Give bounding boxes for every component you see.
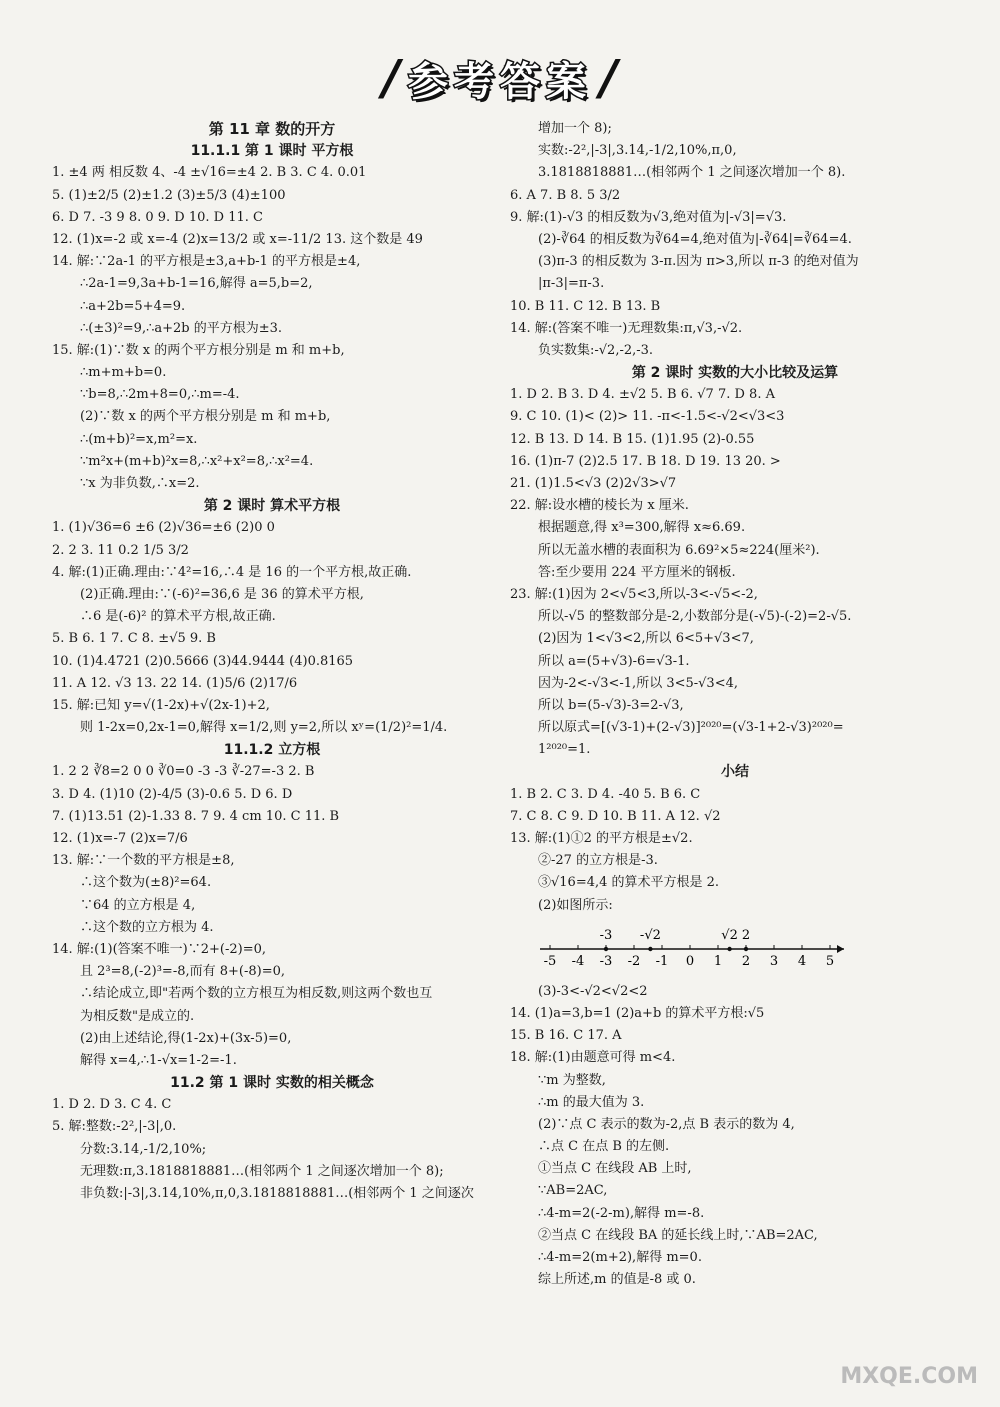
answer-line: 10. (1)4.4721 (2)0.5666 (3)44.9444 (4)0.8165 [52, 653, 354, 669]
section-heading: 11.2 第 1 课时 实数的相关概念 [170, 1075, 374, 1092]
answer-line: 13. 解:∵一个数的平方根是±8, [52, 853, 235, 869]
answer-line: 因为-2<-√3<-1,所以 3<5-√3<4, [538, 675, 739, 691]
answer-line: 无理数:π,3.1818818881…(相邻两个 1 之间逐次增加一个 8); [80, 1163, 444, 1179]
answer-line: 1. D 2. D 3. C 4. C [52, 1097, 172, 1113]
page-title [0, 48, 1000, 108]
answer-line: 所以-√5 的整数部分是-2,小数部分是(-√5)-(-2)=2-√5. [538, 609, 852, 625]
answer-line: 分数:3.14,-1/2,10%; [80, 1141, 207, 1157]
answer-line: 7. C 8. C 9. D 10. B 11. A 12. √2 [510, 808, 721, 824]
answer-line: ∴点 C 在点 B 的左侧. [538, 1139, 670, 1155]
answer-line: (2)-∛64 的相反数为∛64=4,绝对值为|-∛64|=∛64=4. [538, 231, 852, 247]
answer-line: 12. (1)x=-2 或 x=-4 (2)x=13/2 或 x=-11/2 13. 这个数是 49 [52, 231, 423, 247]
answer-line: ∵b=8,∴2m+8=0,∴m=-4. [80, 387, 240, 403]
answer-line: 答:至少要用 224 平方厘米的钢板. [538, 564, 736, 580]
answer-line: 15. B 16. C 17. A [510, 1028, 622, 1044]
answer-line: ∴4-m=2(-2-m),解得 m=-8. [538, 1205, 705, 1221]
section-heading: 11.1.2 立方根 [223, 742, 321, 759]
answer-line: ∴这个数的立方根为 4. [80, 919, 214, 935]
answer-line: (3)π-3 的相反数为 3-π.因为 π>3,所以 π-3 的绝对值为 [538, 254, 859, 270]
answer-line: 所以 a=(5+√3)-6=√3-1. [538, 653, 690, 669]
number-line-arrow [837, 945, 844, 953]
answer-line: 5. B 6. 1 7. C 8. ±√5 9. B [52, 631, 216, 647]
answer-line: 实数:-2²,|-3|,3.14,-1/2,10%,π,0, [538, 143, 737, 159]
answer-line: 2. 2 3. 11 0.2 1/5 3/2 [52, 542, 189, 558]
answer-line: ∴2a-1=9,3a+b-1=16,解得 a=5,b=2, [80, 276, 313, 292]
answer-line: 1²⁰²⁰=1. [538, 742, 591, 758]
answer-line: 12. B 13. D 14. B 15. (1)1.95 (2)-0.55 [510, 431, 755, 447]
answer-line: 1. 2 2 ∛8=2 0 0 ∛0=0 -3 -3 ∛-27=-3 2. B [52, 764, 315, 780]
number-line-tick-label: 3 [769, 953, 779, 969]
answer-line: ①当点 C 在线段 AB 上时, [538, 1161, 692, 1177]
section-heading: 11.1.1 第 1 课时 平方根 [190, 143, 354, 160]
number-line-tick-label: 4 [797, 953, 807, 969]
watermark: MXQE.COM [840, 1364, 978, 1389]
answer-line: 18. 解:(1)由题意可得 m<4. [510, 1050, 676, 1066]
number-line-point-label: 2 [741, 927, 751, 943]
section-heading: 小结 [721, 764, 749, 781]
answer-line: ∴结论成立,即"若两个数的立方根互为相反数,则这两个数也互 [80, 986, 433, 1002]
answer-line: 综上所述,m 的值是-8 或 0. [538, 1272, 696, 1288]
number-line-tick-label: -1 [655, 953, 669, 969]
answer-line: 22. 解:设水槽的棱长为 x 厘米. [510, 498, 689, 514]
answer-line: (2)∵点 C 表示的数为-2,点 B 表示的数为 4, [538, 1116, 795, 1132]
answer-line: ∵x 为非负数,∴x=2. [80, 476, 200, 491]
right-column-bottom [510, 981, 960, 1292]
answer-line: 3.1818818881…(相邻两个 1 之间逐次增加一个 8). [538, 165, 846, 181]
answer-line: ∴a+2b=5+4=9. [80, 298, 186, 314]
answer-line: 1. ±4 两 相反数 4、-4 ±√16=±4 2. B 3. C 4. 0.01 [52, 165, 367, 181]
answer-line: 23. 解:(1)因为 2<√5<3,所以-3<-√5<-2, [510, 586, 758, 602]
answer-line: ②当点 C 在线段 BA 的延长线上时,∵AB=2AC, [538, 1227, 818, 1243]
answer-line: ∵AB=2AC, [538, 1183, 608, 1199]
answer-line: 所以原式=[(√3-1)+(2-√3)]²⁰²⁰=(√3-1+2-√3)²⁰²⁰= [538, 720, 844, 736]
number-line-tick-label: -5 [543, 953, 557, 969]
answer-line: ∵m 为整数, [538, 1072, 606, 1088]
title-text: 参考答案 [408, 58, 592, 105]
number-line-svg [540, 917, 870, 981]
section-heading: 第 2 课时 实数的大小比较及运算 [631, 365, 839, 382]
answer-line: 5. (1)±2/5 (2)±1.2 (3)±5/3 (4)±100 [52, 187, 286, 203]
number-line-tick-label: -2 [627, 953, 641, 969]
answer-line: ∴(±3)²=9,∴a+2b 的平方根为±3. [80, 320, 283, 336]
answer-line: |π-3|=π-3. [538, 276, 605, 292]
answer-line: 15. 解:已知 y=√(1-2x)+√(2x-1)+2, [52, 697, 270, 713]
number-line-point-label: -√2 [639, 927, 661, 943]
answer-line: ∵m²x+(m+b)²x=8,∴x²+x²=8,∴x²=4. [80, 453, 314, 469]
answer-line: 1. B 2. C 3. D 4. -40 5. B 6. C [510, 786, 701, 802]
answer-line: (2)如图所示: [538, 897, 613, 913]
answer-line: 根据题意,得 x³=300,解得 x≈6.69. [538, 520, 746, 536]
title-slash-left: / [382, 50, 400, 106]
answer-line: (2)因为 1<√3<2,所以 6<5+√3<7, [538, 631, 754, 647]
number-line-tick-label: -3 [599, 953, 613, 969]
answer-line: 为相反数"是成立的. [80, 1008, 195, 1024]
answer-line: 解得 x=4,∴1-√x=1-2=-1. [80, 1052, 237, 1068]
answer-line: ∴m+m+b=0. [80, 365, 167, 381]
answer-line: ③√16=4,4 的算术平方根是 2. [538, 875, 720, 891]
answer-line: 10. B 11. C 12. B 13. B [510, 298, 661, 314]
answer-line: ∴这个数为(±8)²=64. [80, 875, 212, 891]
answer-line: 15. 解:(1)∵数 x 的两个平方根分别是 m 和 m+b, [52, 342, 345, 358]
answer-line: ∵64 的立方根是 4, [80, 897, 196, 913]
answer-line: 13. 解:(1)①2 的平方根是±√2. [510, 831, 693, 846]
answer-line: 14. (1)a=3,b=1 (2)a+b 的算术平方根:√5 [510, 1005, 765, 1021]
answer-line: 4. 解:(1)正确.理由:∵4²=16,∴4 是 16 的一个平方根,故正确. [52, 564, 412, 580]
answer-line: (2)由上述结论,得(1-2x)+(3x-5)=0, [80, 1030, 292, 1046]
answer-line: ∴6 是(-6)² 的算术平方根,故正确. [80, 609, 276, 625]
number-line-tick-label: 0 [685, 953, 695, 969]
number-line-point-label: √2 [721, 927, 738, 943]
answer-line: 21. (1)1.5<√3 (2)2√3>√7 [510, 476, 677, 491]
answer-line: 9. C 10. (1)< (2)> 11. -π<-1.5<-√2<√3<3 [510, 409, 785, 425]
number-line [540, 917, 960, 981]
answer-line: 1. D 2. B 3. D 4. ±√2 5. B 6. √7 7. D 8. A [510, 387, 775, 403]
answer-line: 增加一个 8); [538, 121, 612, 136]
answer-line: (3)-3<-√2<√2<2 [538, 983, 648, 999]
answer-line: 负实数集:-√2,-2,-3. [538, 342, 654, 358]
answer-line: ∴m 的最大值为 3. [538, 1094, 645, 1110]
answer-line: 16. (1)π-7 (2)2.5 17. B 18. D 19. 13 20. > [510, 453, 781, 469]
left-column [52, 118, 492, 1205]
answer-line: 14. 解:∵2a-1 的平方根是±3,a+b-1 的平方根是±4, [52, 254, 361, 270]
answer-line: 3. D 4. (1)10 (2)-4/5 (3)-0.6 5. D 6. D [52, 786, 293, 802]
number-line-point [727, 947, 731, 951]
answer-line: ②-27 的立方根是-3. [538, 853, 658, 869]
number-line-tick-label: 2 [741, 953, 751, 969]
answer-line: 非负数:|-3|,3.14,10%,π,0,3.1818818881…(相邻两个 1 之间逐次 [80, 1186, 474, 1201]
answer-line: 5. 解:整数:-2²,|-3|,0. [52, 1119, 177, 1135]
answer-line: 6. D 7. -3 9 8. 0 9. D 10. D 11. C [52, 209, 263, 225]
answer-line: 所以无盖水槽的表面积为 6.69²×5≈224(厘米²). [538, 542, 820, 558]
number-line-point [648, 947, 652, 951]
answer-line: 12. (1)x=-7 (2)x=7/6 [52, 831, 188, 846]
answer-line: 14. 解:(1)(答案不唯一)∵2+(-2)=0, [52, 941, 267, 957]
answer-line: ∴(m+b)²=x,m²=x. [80, 431, 198, 447]
title-slash-right: / [600, 50, 618, 106]
answer-line: 则 1-2x=0,2x-1=0,解得 x=1/2,则 y=2,所以 xʸ=(1/2)²=1/4. [80, 720, 448, 736]
number-line-tick-label: 5 [825, 953, 835, 969]
section-heading: 第 11 章 数的开方 [208, 120, 336, 138]
answer-line: 且 2³=8,(-2)³=-8,而有 8+(-8)=0, [80, 964, 286, 980]
number-line-point [604, 947, 608, 951]
answer-line: 9. 解:(1)-√3 的相反数为√3,绝对值为|-√3|=√3. [510, 209, 787, 225]
right-column-top [510, 118, 960, 917]
answer-line: ∴4-m=2(m+2),解得 m=0. [538, 1250, 702, 1265]
answer-line: 所以 b=(5-√3)-3=2-√3, [538, 697, 684, 713]
right-column [510, 118, 960, 1291]
answer-line: 14. 解:(答案不唯一)无理数集:π,√3,-√2. [510, 320, 743, 336]
answer-line: 6. A 7. B 8. 5 3/2 [510, 187, 621, 203]
answer-line: (2)∵数 x 的两个平方根分别是 m 和 m+b, [80, 409, 331, 425]
answer-line: 1. (1)√36=6 ±6 (2)√36=±6 (2)0 0 [52, 520, 275, 536]
number-line-tick-label: 1 [713, 953, 723, 969]
number-line-point-label: -3 [599, 927, 613, 943]
answer-line: (2)正确.理由:∵(-6)²=36,6 是 36 的算术平方根, [80, 586, 364, 602]
number-line-point [744, 947, 748, 951]
number-line-tick-label: -4 [571, 953, 585, 969]
answer-line: 7. (1)13.51 (2)-1.33 8. 7 9. 4 cm 10. C 11. B [52, 808, 340, 824]
answer-line: 11. A 12. √3 13. 22 14. (1)5/6 (2)17/6 [52, 675, 298, 691]
section-heading: 第 2 课时 算术平方根 [203, 498, 341, 515]
